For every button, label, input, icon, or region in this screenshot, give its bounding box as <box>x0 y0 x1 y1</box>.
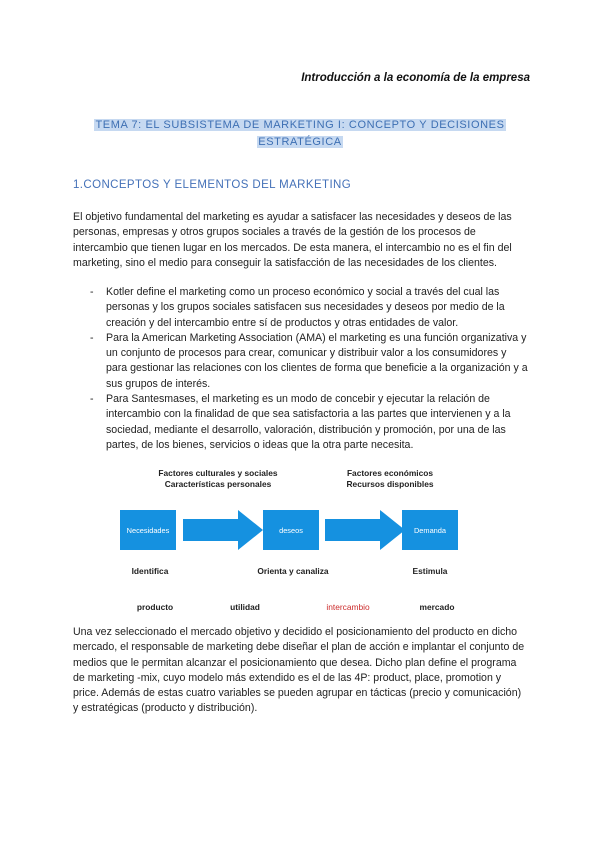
diagram-label-orienta: Orienta y canaliza <box>257 566 329 576</box>
diagram-top-left-line-2: Características personales <box>164 479 272 489</box>
box-deseos: deseos <box>263 510 319 550</box>
diagram-bottom-utilidad: utilidad <box>230 602 260 612</box>
bullet-dash: - <box>90 393 94 406</box>
diagram-top-right-line-2: Recursos disponibles <box>346 479 434 489</box>
box-demanda: Demanda <box>402 510 458 550</box>
bullet-dash: - <box>90 286 94 298</box>
bullet-dash: - <box>90 331 94 344</box>
box-necesidades: Necesidades <box>120 510 176 550</box>
diagram-top-right <box>325 468 455 490</box>
diagram-top-left <box>148 468 288 490</box>
list-item-text: Para la American Marketing Association (AMA) el marketing es una función organizativa y un conjunto de procesos para crear, comunicar y distribuir valor a los consumidores y para gestionar las relaciones con los clientes de forma que beneficie a la organización y a sus grupos de interés. <box>106 331 528 390</box>
page-title <box>70 117 530 151</box>
definitions-list <box>90 285 528 453</box>
document-header: Introducción a la economía de la empresa <box>301 72 530 84</box>
marketing-process-diagram <box>110 460 490 620</box>
diagram-top-right-line-1: Factores económicos <box>346 468 434 478</box>
intro-paragraph: El objetivo fundamental del marketing es ayudar a satisfacer las necesidades y deseos de las personas, empresas y otros grupos sociales a través de la gestión de los procesos de intercambio que tienen lugar en los mercados. De esta manera, el intercambio no es el fin del marketing, sino el medio para conseguir la satisfacción de las necesidades de los clientes. <box>73 211 512 269</box>
list-item <box>90 285 528 331</box>
list-item-text: Para Santesmases, el marketing es un modo de concebir y ejecutar la relación de intercambio con la finalidad de que sea satisfactoria a las partes que intervienen y a la sociedad, mediante el desarrollo, valoración, distribución y promoción, por una de las partes, de los bienes, servicios o ideas que la otra parte necesita. <box>106 393 511 451</box>
list-item <box>90 392 528 453</box>
list-item-text: Kotler define el marketing como un proceso económico y social a través del cual las personas y los grupos sociales satisfacen sus necesidades y deseos por medio de la creación y del intercambio entre sí de productos y otras entidades de valor. <box>106 286 505 329</box>
list-item <box>90 331 528 392</box>
diagram-bottom-mercado: mercado <box>419 602 455 612</box>
diagram-label-identifica: Identifica <box>131 566 169 576</box>
title-line-2: ESTRATÉGICA <box>258 136 342 148</box>
closing-paragraph: Una vez seleccionado el mercado objetivo y decidido el posicionamiento del producto en dicho mercado, el responsable de marketing debe diseñar el plan de acción e implantar el conjunto de medios que le permitan alcanzar el posicionamiento que desea. Dicho plan define el programa de marketing -mix, cuyo modelo más extendido es el de las 4P: product, place, promotion y price. Además de estas cuatro variables se pueden agrupar en tácticas (precio y comunicación) y estratégicas (producto y distribución). <box>73 626 525 715</box>
arrow-right-icon <box>325 510 405 550</box>
diagram-bottom-producto: producto <box>136 602 174 612</box>
section-heading: 1.CONCEPTOS Y ELEMENTOS DEL MARKETING <box>73 179 352 191</box>
diagram-bottom-intercambio: intercambio <box>326 602 370 612</box>
diagram-top-left-line-1: Factores culturales y sociales <box>158 468 278 478</box>
diagram-label-estimula: Estimula <box>412 566 448 576</box>
title-line-1: TEMA 7: EL SUBSISTEMA DE MARKETING I: CONCEPTO Y DECISIONES <box>95 119 505 131</box>
arrow-right-icon <box>183 510 263 550</box>
